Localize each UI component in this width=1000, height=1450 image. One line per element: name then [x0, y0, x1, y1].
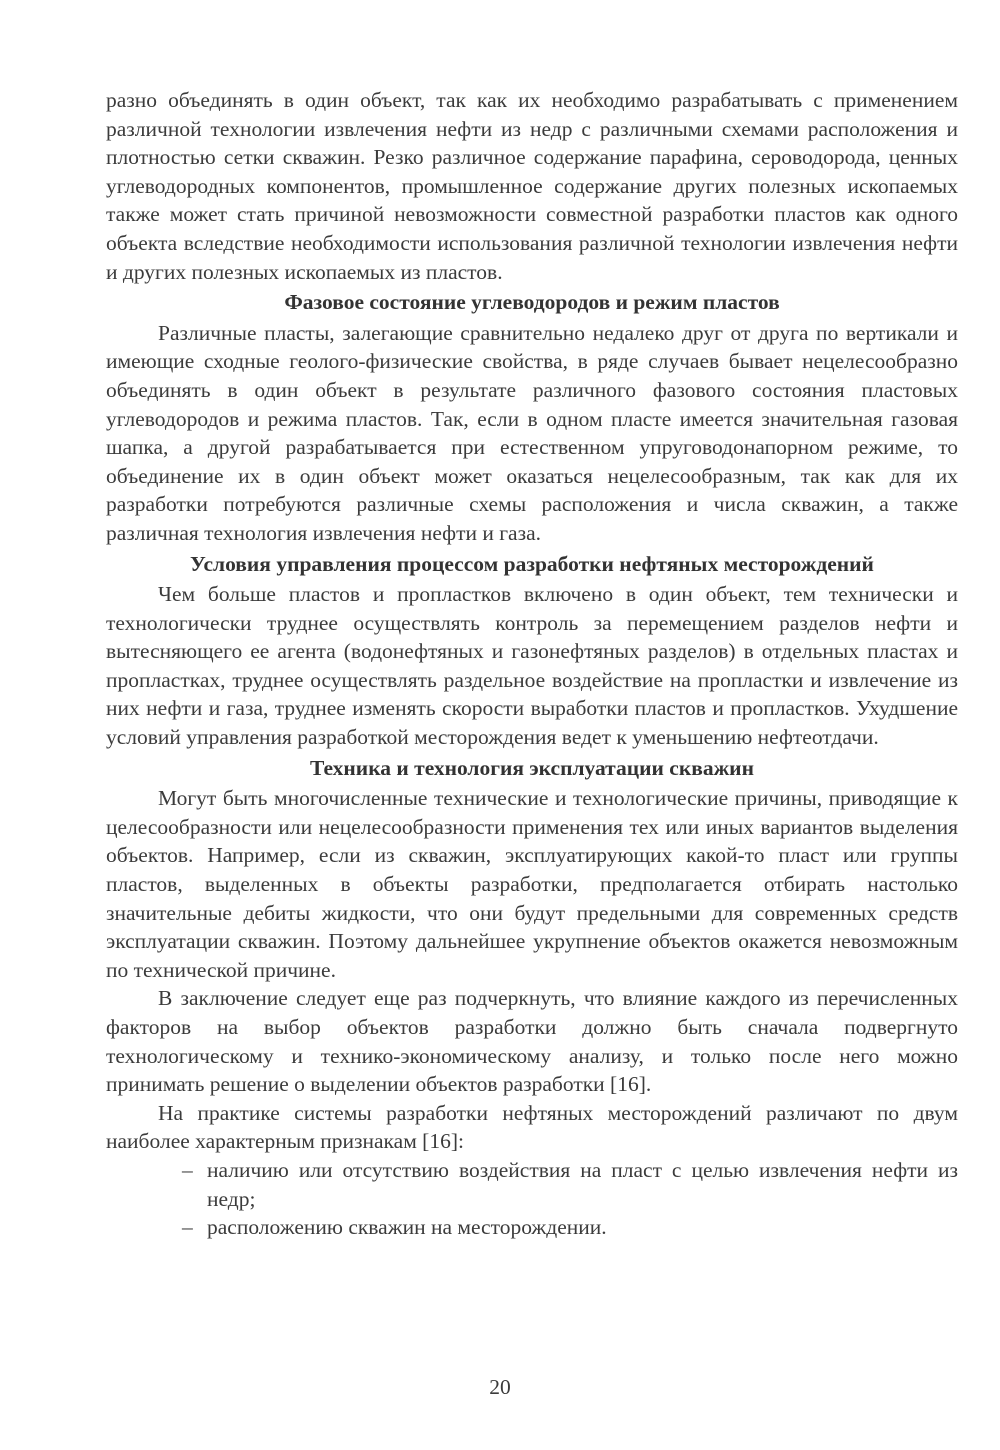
paragraph-phase-state: Различные пласты, залегающие сравнительно недалеко друг от друга по вертикали и имеющие сходные геолого-физические свойства, в ряде случаев бывает нецелесообразно объединять в один объект в результате различного фазового состояния пластовых углеводородов и режима пластов. Так, если в одном пласте имеется значительная газовая шапка, а другой разрабатывается при естественном упруговодонапорном режиме, то объединение их в один объект может оказаться нецелесообразным, так как для их разработки потребуются различные схемы расположения и числа скважин, а также различная технология извлечения нефти и газа. [106, 320, 958, 545]
list-dash: – [182, 1215, 193, 1240]
section-heading-phase-state: Фазовое состояние углеводородов и режим пластов [284, 290, 780, 315]
list-item [106, 1213, 958, 1242]
list-item-text: расположению скважин на месторождении. [207, 1215, 607, 1240]
page-number: 20 [489, 1375, 511, 1399]
list-dash: – [182, 1157, 193, 1182]
list-item [106, 1156, 958, 1213]
list-item-text: наличию или отсутствию воздействия на пласт с целью извлечения нефти из недр; [207, 1157, 958, 1211]
page-body [106, 86, 958, 1242]
paragraph-well-operation: Могут быть многочисленные технические и технологические причины, приводящие к целесообразности или нецелесообразности применения тех или иных вариантов выделения объектов. Например, если из скважин, эксплуатирующих какой-то пласт или группы пластов, выделенных в объекты разработки, предполагается отбирать настолько значительные дебиты жидкости, что они будут предельными для современных средств эксплуатации скважин. Поэтому дальнейшее укрупнение объектов окажется невозможным по технической причине. [106, 786, 958, 982]
paragraph-conclusion: В заключение следует еще раз подчеркнуть, что влияние каждого из перечисленных факторов на выбор объектов разработки должно быть сначала подвергнуто технологическому и технико-экономическому анализу, и только после него можно принимать решение о выделении объектов разработки [16]. [106, 986, 958, 1097]
paragraph-process-control: Чем больше пластов и пропластков включено в один объект, тем технически и технологически труднее осуществлять контроль за перемещением разделов нефти и вытесняющего ее агента (водонефтяных и газонефтяных разделов) в отдельных пластах и пропластках, труднее осуществлять раздельное воздействие на пропластки и извлечение из них нефти и газа, труднее изменять скорости выработки пластов и пропластков. Ухудшение условий управления разработкой месторождения ведет к уменьшению нефтеотдачи. [106, 582, 958, 750]
section-heading-process-control: Условия управления процессом разработки нефтяных месторождений [190, 551, 874, 576]
paragraph-continuation: разно объединять в один объект, так как их необходимо разрабатывать с применением различной технологии извлечения нефти из недр с различными схемами расположения и плотностью сетки скважин. Резко различное содержание парафина, сероводорода, ценных углеводородных компонентов, промышленное содержание других полезных ископаемых также может стать причиной невозможности совместной разработки пластов как одного объекта вследствие необходимости использования различной технологии извлечения нефти и других полезных ископаемых из пластов. [106, 88, 958, 284]
paragraph-practice: На практике системы разработки нефтяных месторождений различают по двум наиболее характерным признакам [16]: [106, 1100, 958, 1154]
section-heading-well-operation: Техника и технология эксплуатации скважин [310, 755, 754, 780]
criteria-list [106, 1156, 958, 1242]
